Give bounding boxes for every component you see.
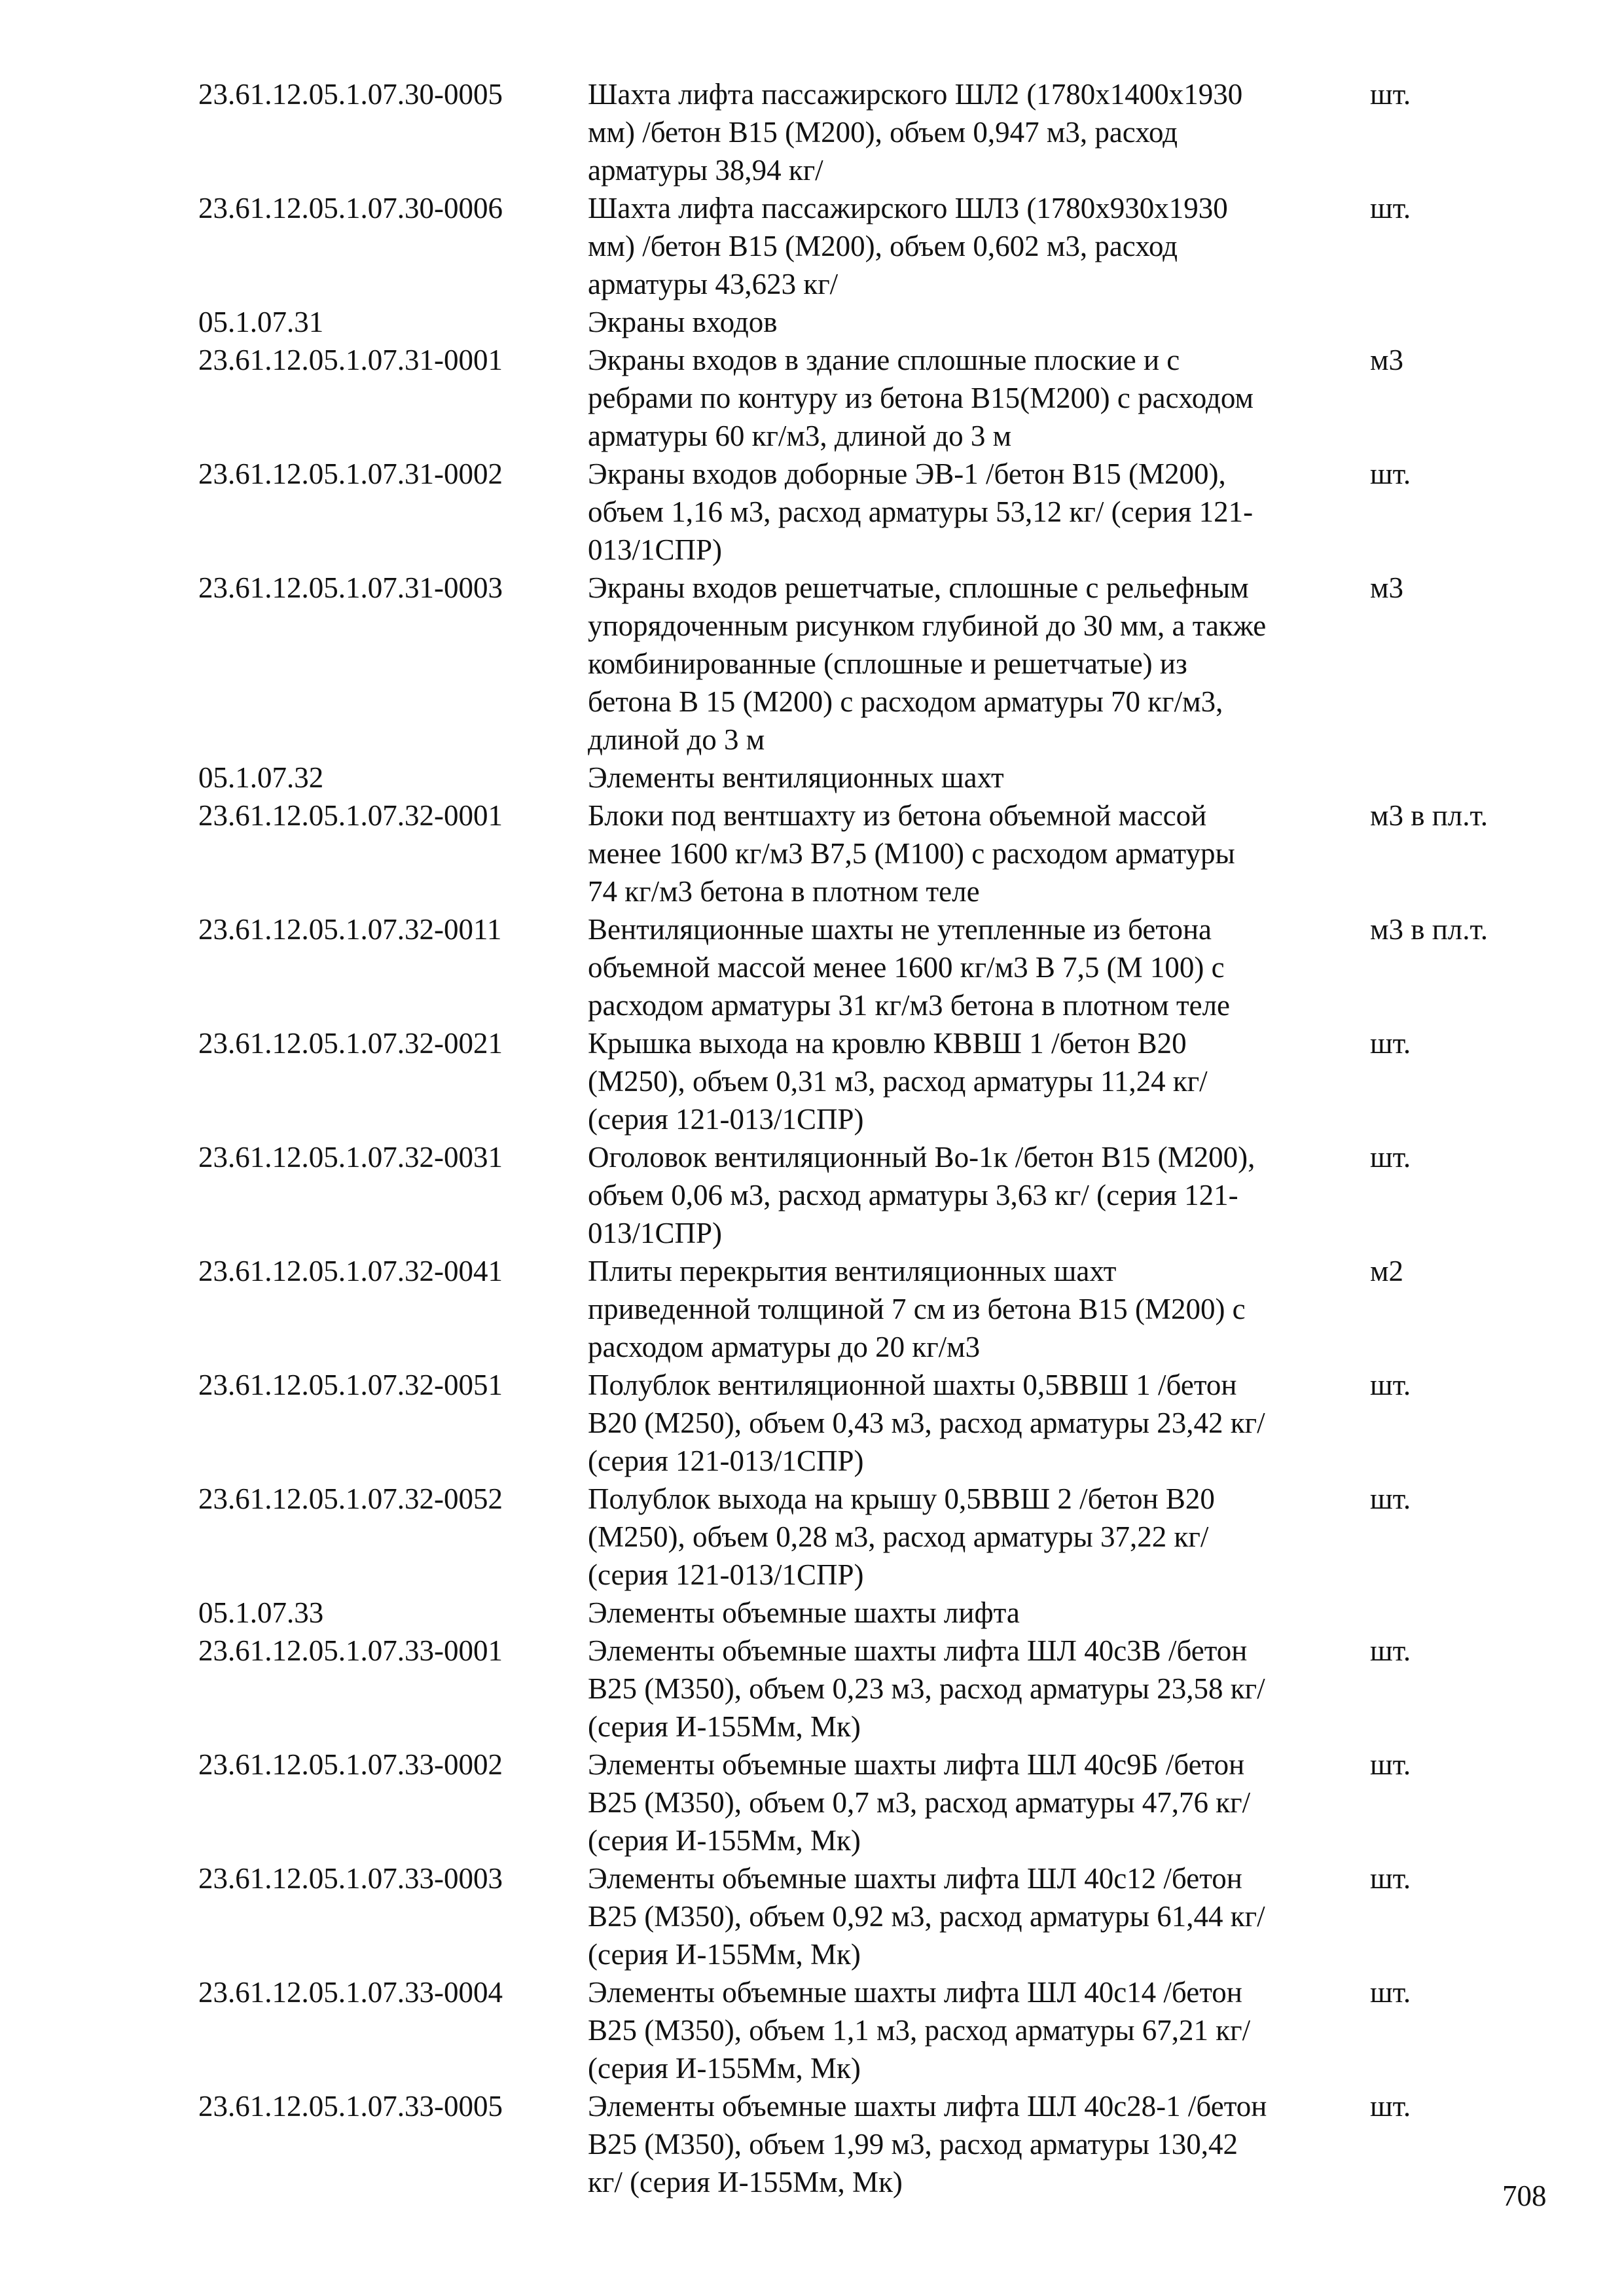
row-unit: м2 (1370, 1255, 1403, 1287)
table-row (198, 910, 1507, 1024)
row-code: 23.61.12.05.1.07.32-0051 (198, 1369, 503, 1401)
row-code: 23.61.12.05.1.07.32-0031 (198, 1141, 503, 1174)
table-row (198, 1366, 1507, 1480)
table-row (198, 1024, 1507, 1138)
row-unit: шт. (1370, 2090, 1411, 2123)
table-row (198, 189, 1507, 303)
table-row (198, 797, 1507, 910)
section-title: Элементы вентиляционных шахт (588, 761, 1004, 794)
row-description: Крышка выхода на кровлю КВВШ 1 /бетон В20 (М250), объем 0,31 м3, расход арматуры 11,24 кг/ (серия 121-013/1СПР) (588, 1027, 1208, 1136)
row-code: 23.61.12.05.1.07.31-0003 (198, 571, 503, 604)
section-title: Экраны входов (588, 306, 778, 338)
row-code: 23.61.12.05.1.07.32-0001 (198, 799, 503, 832)
row-code: 23.61.12.05.1.07.30-0006 (198, 192, 503, 224)
row-unit: шт. (1370, 1141, 1411, 1174)
row-code: 23.61.12.05.1.07.33-0001 (198, 1634, 503, 1667)
row-description: Полублок вентиляционной шахты 0,5ВВШ 1 /бетон В20 (М250), объем 0,43 м3, расход арматуры 23,42 кг/ (серия 121-013/1СПР) (588, 1369, 1265, 1477)
row-code: 23.61.12.05.1.07.33-0003 (198, 1862, 503, 1895)
row-description: Экраны входов доборные ЭВ-1 /бетон В15 (М200), объем 1,16 м3, расход арматуры 53,12 кг/ (серия 121- 013/1СПР) (588, 457, 1254, 566)
row-unit: шт. (1370, 457, 1411, 490)
row-code: 23.61.12.05.1.07.33-0004 (198, 1976, 503, 2009)
page-number: 708 (1502, 2179, 1547, 2212)
table-row (198, 455, 1507, 569)
row-description: Полублок выхода на крышу 0,5ВВШ 2 /бетон В20 (М250), объем 0,28 м3, расход арматуры 37,22 кг/ (серия 121-013/1СПР) (588, 1482, 1215, 1591)
row-code: 23.61.12.05.1.07.33-0002 (198, 1748, 503, 1781)
row-description: Элементы объемные шахты лифта ШЛ 40с3В /бетон В25 (М350), объем 0,23 м3, расход арматуры 23,58 кг/ (серия И-155Мм, Мк) (588, 1634, 1265, 1743)
row-description: Шахта лифта пассажирского ШЛ3 (1780х930х1930 мм) /бетон В15 (М200), объем 0,602 м3, расход арматуры 43,623 кг/ (588, 192, 1228, 300)
row-description: Блоки под вентшахту из бетона объемной массой менее 1600 кг/м3 В7,5 (М100) с расходом арматуры 74 кг/м3 бетона в плотном теле (588, 799, 1235, 908)
section-code: 05.1.07.33 (198, 1596, 324, 1629)
row-unit: шт. (1370, 192, 1411, 224)
table-row (198, 1138, 1507, 1252)
table-row (198, 1973, 1507, 2087)
section-row (198, 1594, 1507, 1632)
row-unit: шт. (1370, 1482, 1411, 1515)
row-code: 23.61.12.05.1.07.30-0005 (198, 78, 503, 111)
row-description: Элементы объемные шахты лифта ШЛ 40с14 /бетон В25 (М350), объем 1,1 м3, расход арматуры 67,21 кг/ (серия И-155Мм, Мк) (588, 1976, 1251, 2085)
section-row (198, 303, 1507, 341)
table-row (198, 1746, 1507, 1859)
table-row (198, 1632, 1507, 1746)
catalog-table (198, 75, 1507, 2201)
row-code: 23.61.12.05.1.07.32-0052 (198, 1482, 503, 1515)
section-code: 05.1.07.31 (198, 306, 324, 338)
table-row (198, 1252, 1507, 1366)
row-code: 23.61.12.05.1.07.33-0005 (198, 2090, 503, 2123)
table-row (198, 569, 1507, 759)
row-unit: шт. (1370, 78, 1411, 111)
row-description: Оголовок вентиляционный Во-1к /бетон В15 (М200), объем 0,06 м3, расход арматуры 3,63 кг/ (серия 121- 013/1СПР) (588, 1141, 1255, 1249)
row-code: 23.61.12.05.1.07.31-0002 (198, 457, 503, 490)
row-unit: м3 в пл.т. (1370, 913, 1489, 946)
row-description: Элементы объемные шахты лифта ШЛ 40с12 /бетон В25 (М350), объем 0,92 м3, расход арматуры 61,44 кг/ (серия И-155Мм, Мк) (588, 1862, 1265, 1971)
section-title: Элементы объемные шахты лифта (588, 1596, 1020, 1629)
row-code: 23.61.12.05.1.07.32-0041 (198, 1255, 503, 1287)
row-description: Вентиляционные шахты не утепленные из бетона объемной массой менее 1600 кг/м3 В 7,5 (М 100) с расходом арматуры 31 кг/м3 бетона в плотном теле (588, 913, 1231, 1022)
row-unit: шт. (1370, 1748, 1411, 1781)
row-description: Шахта лифта пассажирского ШЛ2 (1780х1400х1930 мм) /бетон В15 (М200), объем 0,947 м3, расход арматуры 38,94 кг/ (588, 78, 1243, 187)
row-unit: шт. (1370, 1634, 1411, 1667)
section-row (198, 759, 1507, 797)
table-row (198, 75, 1507, 189)
row-description: Элементы объемные шахты лифта ШЛ 40с28-1 /бетон В25 (М350), объем 1,99 м3, расход арматуры 130,42 кг/ (серия И-155Мм, Мк) (588, 2090, 1267, 2198)
row-description: Плиты перекрытия вентиляционных шахт приведенной толщиной 7 см из бетона В15 (М200) с расходом арматуры до 20 кг/м3 (588, 1255, 1246, 1363)
row-unit: шт. (1370, 1976, 1411, 2009)
row-unit: м3 (1370, 344, 1403, 376)
section-code: 05.1.07.32 (198, 761, 324, 794)
table-row (198, 341, 1507, 455)
row-unit: м3 в пл.т. (1370, 799, 1489, 832)
row-description: Элементы объемные шахты лифта ШЛ 40с9Б /бетон В25 (М350), объем 0,7 м3, расход арматуры 47,76 кг/ (серия И-155Мм, Мк) (588, 1748, 1251, 1857)
row-unit: шт. (1370, 1027, 1411, 1060)
row-description: Экраны входов в здание сплошные плоские и с ребрами по контуру из бетона В15(М200) с расходом арматуры 60 кг/м3, длиной до 3 м (588, 344, 1254, 452)
row-code: 23.61.12.05.1.07.32-0021 (198, 1027, 503, 1060)
table-row (198, 1480, 1507, 1594)
table-row (198, 2087, 1507, 2201)
row-code: 23.61.12.05.1.07.32-0011 (198, 913, 502, 946)
row-description: Экраны входов решетчатые, сплошные с рельефным упорядоченным рисунком глубиной до 30 мм, а также комбинированные (сплошные и решетчатые) из бетона В 15 (М200) с расходом арматуры 70 кг/м3, длиной до 3 м (588, 571, 1267, 756)
table-row (198, 1859, 1507, 1973)
row-unit: м3 (1370, 571, 1403, 604)
row-code: 23.61.12.05.1.07.31-0001 (198, 344, 503, 376)
row-unit: шт. (1370, 1862, 1411, 1895)
row-unit: шт. (1370, 1369, 1411, 1401)
